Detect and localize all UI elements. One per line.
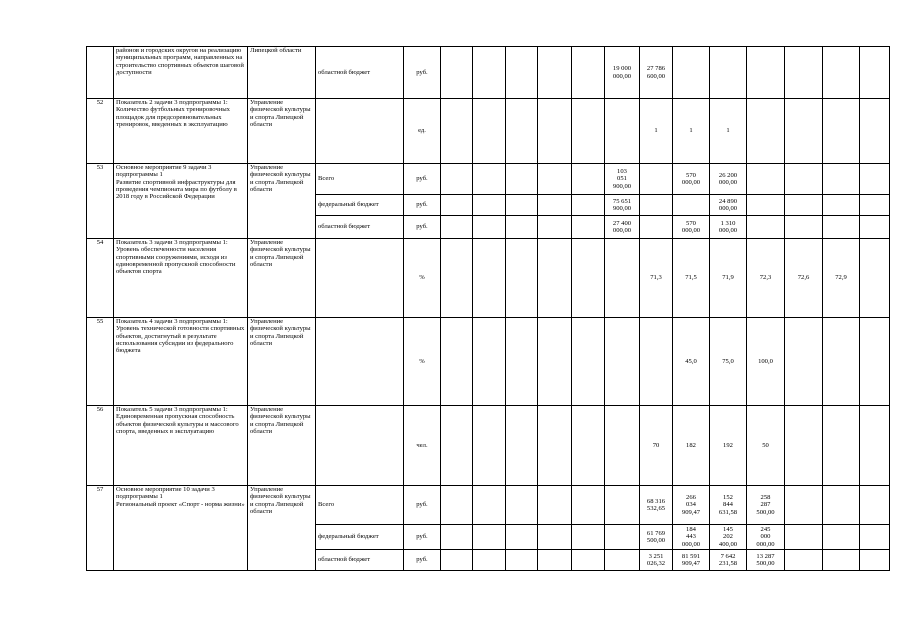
value-cell [785, 47, 823, 99]
value-cell [441, 239, 473, 318]
value-cell [785, 550, 823, 571]
value-text: 19 000 000,00 [612, 65, 632, 80]
value-cell [605, 239, 640, 318]
value-cell [605, 195, 640, 216]
activity-name [114, 318, 248, 406]
program-table [86, 46, 890, 571]
value-text: 184 443 000,00 [681, 526, 701, 548]
value-cell [673, 195, 710, 216]
unit-of-measure: % [404, 239, 441, 318]
activity-name [114, 47, 248, 99]
value-text: 258 287 500,00 [756, 494, 775, 516]
table-body [87, 47, 890, 571]
value-cell [673, 318, 710, 406]
responsible-executor: Управление физической культуры и спорта Липецкой области [248, 318, 316, 406]
table-row [87, 486, 890, 525]
value-cell [473, 47, 506, 99]
value-text: 7 642 231,58 [718, 552, 738, 567]
value-text: 24 890 000,00 [718, 197, 738, 212]
row-number: 53 [87, 164, 114, 239]
value-cell [860, 47, 890, 99]
value-cell [747, 47, 785, 99]
value-cell [605, 99, 640, 164]
activity-name [114, 486, 248, 571]
value-text: 100,0 [758, 357, 773, 365]
value-cell [747, 525, 785, 550]
activity-name-text: Показатель 2 задачи 3 подпрограммы 1: Количество футбольных тренировочных площадок для предсоревновательных тренировок, введенных в эксплуатацию [116, 99, 230, 128]
unit-of-measure: чел. [404, 406, 441, 486]
unit-of-measure: руб. [404, 486, 441, 525]
activity-name [114, 406, 248, 486]
value-cell [441, 486, 473, 525]
row-number: 56 [87, 406, 114, 486]
value-cell [473, 99, 506, 164]
funding-source [316, 99, 404, 164]
row-number: 55 [87, 318, 114, 406]
responsible-executor: Липецкой области [248, 47, 316, 99]
activity-name-text: Показатель 3 задачи 3 подпрограммы 1: Уровень обеспеченности населения спортивными сооружениями, исходя из единовременной пропускной способности объектов спорта [116, 239, 236, 276]
value-text: 68 316 532,65 [646, 497, 666, 512]
value-cell [473, 216, 506, 239]
funding-source: федеральный бюджет [316, 525, 404, 550]
value-cell [860, 486, 890, 525]
value-cell [473, 406, 506, 486]
value-cell [785, 486, 823, 525]
value-text: 70 [652, 441, 660, 449]
value-text: 266 034 909,47 [681, 494, 701, 516]
value-text: 71,9 [722, 274, 734, 282]
value-cell [785, 99, 823, 164]
value-cell [823, 550, 860, 571]
value-cell [441, 525, 473, 550]
value-text: 245 000 000,00 [756, 526, 775, 548]
value-cell [823, 486, 860, 525]
value-text: 71,5 [685, 274, 697, 282]
funding-source: Всего [316, 486, 404, 525]
value-cell [538, 406, 572, 486]
unit-of-measure: ед. [404, 99, 441, 164]
value-cell [860, 164, 890, 195]
value-cell [640, 47, 673, 99]
value-cell [605, 164, 640, 195]
activity-name [114, 239, 248, 318]
value-text: 81 591 909,47 [681, 552, 701, 567]
value-cell [640, 216, 673, 239]
value-cell [747, 486, 785, 525]
value-cell [572, 550, 605, 571]
value-cell [572, 406, 605, 486]
funding-source [316, 406, 404, 486]
value-text: 1 [726, 127, 730, 135]
value-cell [673, 525, 710, 550]
value-cell [747, 239, 785, 318]
value-cell [640, 99, 673, 164]
table-row [87, 406, 890, 486]
value-cell [506, 99, 538, 164]
value-cell [506, 486, 538, 525]
value-cell [441, 164, 473, 195]
value-text: 75,0 [722, 357, 734, 365]
value-text: 1 [689, 127, 693, 135]
value-cell [823, 47, 860, 99]
value-cell [747, 216, 785, 239]
value-cell [860, 195, 890, 216]
value-cell [572, 195, 605, 216]
activity-name-text: районов и городских округов на реализацию муниципальных программ, направленных на строительство спортивных объектов шаговой доступности [116, 47, 244, 76]
responsible-executor: Управление физической культуры и спорта Липецкой области [248, 164, 316, 239]
value-cell [572, 216, 605, 239]
value-text: 3 251 026,32 [646, 552, 666, 567]
value-cell [860, 99, 890, 164]
responsible-executor: Управление физической культуры и спорта Липецкой области [248, 406, 316, 486]
value-cell [506, 195, 538, 216]
value-cell [506, 406, 538, 486]
unit-of-measure: руб. [404, 164, 441, 195]
value-cell [785, 164, 823, 195]
value-cell [747, 195, 785, 216]
funding-source: федеральный бюджет [316, 195, 404, 216]
value-cell [441, 195, 473, 216]
value-cell [860, 318, 890, 406]
value-text: 570 000,00 [681, 219, 701, 234]
row-number: 52 [87, 99, 114, 164]
value-text: 45,0 [685, 357, 697, 365]
value-cell [538, 47, 572, 99]
activity-name [114, 164, 248, 239]
value-cell [605, 550, 640, 571]
value-cell [538, 164, 572, 195]
value-cell [673, 406, 710, 486]
value-cell [441, 406, 473, 486]
value-cell [441, 550, 473, 571]
value-cell [572, 99, 605, 164]
table-row [87, 99, 890, 164]
value-cell [605, 525, 640, 550]
value-cell [506, 525, 538, 550]
value-cell [640, 486, 673, 525]
value-cell [710, 195, 747, 216]
value-cell [823, 406, 860, 486]
value-text: 50 [762, 441, 769, 449]
value-cell [785, 318, 823, 406]
unit-of-measure: руб. [404, 47, 441, 99]
value-cell [506, 550, 538, 571]
value-cell [823, 525, 860, 550]
value-cell [710, 318, 747, 406]
value-cell [473, 525, 506, 550]
value-cell [823, 318, 860, 406]
value-cell [538, 486, 572, 525]
value-text: 26 200 000,00 [718, 171, 738, 186]
value-cell [473, 318, 506, 406]
value-text: 61 769 500,00 [646, 529, 666, 544]
value-cell [710, 486, 747, 525]
funding-source [316, 239, 404, 318]
unit-of-measure: % [404, 318, 441, 406]
responsible-executor: Управление физической культуры и спорта Липецкой области [248, 486, 316, 571]
funding-source: областной бюджет [316, 47, 404, 99]
value-cell [823, 195, 860, 216]
value-cell [747, 550, 785, 571]
value-text: 72,6 [797, 274, 810, 282]
funding-source: областной бюджет [316, 216, 404, 239]
value-cell [473, 239, 506, 318]
value-cell [640, 318, 673, 406]
value-cell [572, 486, 605, 525]
value-cell [747, 99, 785, 164]
value-cell [785, 406, 823, 486]
activity-name [114, 99, 248, 164]
table-row [87, 164, 890, 195]
row-number [87, 47, 114, 99]
funding-source: Всего [316, 164, 404, 195]
value-cell [538, 318, 572, 406]
value-cell [640, 239, 673, 318]
value-text: 71,3 [650, 274, 662, 282]
value-cell [605, 486, 640, 525]
value-text: 13 287 500,00 [756, 552, 775, 567]
value-cell [823, 99, 860, 164]
value-cell [673, 47, 710, 99]
funding-source: областной бюджет [316, 550, 404, 571]
value-cell [673, 239, 710, 318]
value-cell [673, 486, 710, 525]
value-cell [710, 164, 747, 195]
value-cell [710, 47, 747, 99]
value-cell [506, 239, 538, 318]
value-cell [640, 550, 673, 571]
unit-of-measure: руб. [404, 550, 441, 571]
activity-name-text: Показатель 5 задачи 3 подпрограммы 1: Единовременная пропускная способность объектов физической культуры и массового спорта, введенных в эксплуатацию [116, 406, 239, 435]
value-cell [640, 164, 673, 195]
value-cell [605, 216, 640, 239]
value-cell [441, 216, 473, 239]
value-cell [860, 239, 890, 318]
responsible-executor: Управление физической культуры и спорта Липецкой области [248, 239, 316, 318]
value-cell [710, 216, 747, 239]
value-text: 1 310 000,00 [718, 219, 738, 234]
value-cell [640, 406, 673, 486]
responsible-executor: Управление физической культуры и спорта Липецкой области [248, 99, 316, 164]
value-cell [605, 406, 640, 486]
value-text: 1 [654, 127, 658, 135]
value-cell [473, 550, 506, 571]
value-cell [572, 318, 605, 406]
value-text: 145 202 400,00 [718, 526, 738, 548]
value-cell [538, 550, 572, 571]
activity-name-text: Основное мероприятие 9 задачи 3 подпрограммы 1 Развитие спортивной инфраструктуры для проведения чемпионата мира по футболу в 2018 году в Российской Федерации [116, 164, 237, 201]
row-number: 54 [87, 239, 114, 318]
value-cell [823, 164, 860, 195]
value-cell [473, 195, 506, 216]
value-cell [473, 164, 506, 195]
activity-name-text: Основное мероприятие 10 задачи 3 подпрограммы 1 Региональный проект «Спорт - норма жизни» [116, 486, 245, 508]
value-cell [823, 216, 860, 239]
value-cell [710, 406, 747, 486]
value-cell [640, 195, 673, 216]
value-cell [860, 525, 890, 550]
value-text: 75 651 900,00 [612, 197, 632, 212]
value-text: 27 400 000,00 [612, 219, 632, 234]
value-cell [785, 239, 823, 318]
value-cell [538, 525, 572, 550]
value-cell [473, 486, 506, 525]
value-text: 27 786 600,00 [646, 65, 666, 80]
value-cell [441, 318, 473, 406]
value-text: 570 000,00 [681, 171, 701, 186]
value-cell [673, 99, 710, 164]
value-cell [506, 318, 538, 406]
value-cell [640, 525, 673, 550]
value-cell [860, 216, 890, 239]
value-cell [747, 406, 785, 486]
table-row [87, 47, 890, 99]
value-cell [785, 525, 823, 550]
table-row [87, 239, 890, 318]
value-cell [605, 318, 640, 406]
value-cell [823, 239, 860, 318]
value-text: 182 [686, 441, 696, 449]
value-text: 152 844 631,58 [718, 494, 738, 516]
value-cell [538, 99, 572, 164]
value-cell [605, 47, 640, 99]
unit-of-measure: руб. [404, 216, 441, 239]
value-cell [747, 318, 785, 406]
value-cell [572, 47, 605, 99]
value-cell [710, 99, 747, 164]
value-cell [673, 550, 710, 571]
value-text: 72,9 [835, 274, 847, 282]
value-cell [785, 216, 823, 239]
value-cell [710, 525, 747, 550]
value-text: 72,3 [759, 274, 772, 282]
value-cell [673, 216, 710, 239]
value-cell [441, 47, 473, 99]
value-cell [860, 550, 890, 571]
value-cell [710, 550, 747, 571]
value-cell [785, 195, 823, 216]
value-cell [441, 99, 473, 164]
value-text: 103 051 900,00 [612, 168, 632, 190]
value-cell [538, 216, 572, 239]
unit-of-measure: руб. [404, 195, 441, 216]
table-row [87, 318, 890, 406]
value-cell [572, 525, 605, 550]
row-number: 57 [87, 486, 114, 571]
value-cell [572, 239, 605, 318]
unit-of-measure: руб. [404, 525, 441, 550]
value-cell [538, 195, 572, 216]
value-cell [710, 239, 747, 318]
value-cell [860, 406, 890, 486]
value-cell [506, 47, 538, 99]
activity-name-text: Показатель 4 задачи 3 подпрограммы 1: Уровень технической готовности спортивных объектов, достигнутый в результате использования субсидии из федерального бюджета [116, 318, 245, 355]
value-cell [572, 164, 605, 195]
value-cell [506, 164, 538, 195]
document-page [86, 46, 890, 571]
funding-source [316, 318, 404, 406]
value-cell [673, 164, 710, 195]
value-text: 192 [723, 441, 733, 449]
value-cell [506, 216, 538, 239]
value-cell [747, 164, 785, 195]
value-cell [538, 239, 572, 318]
